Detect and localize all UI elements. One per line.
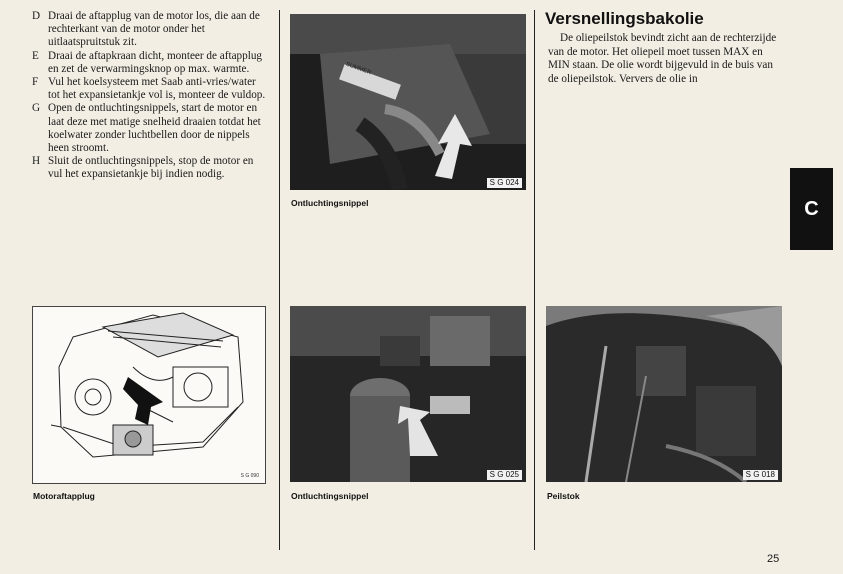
- photo-bleed-nipple-1: [290, 14, 526, 190]
- photo3-caption: Peilstok: [547, 491, 580, 501]
- engine-drawing: [32, 306, 266, 484]
- step-e: [32, 50, 270, 76]
- photo2-caption: Ontluchtingsnippel: [291, 491, 369, 501]
- step-text: Open de ontluchtingsnippels, start de motor en laat deze met matige snelheid draaien totdat het koelwater zonder luchtbellen door de nippels heen stroomt.: [48, 102, 261, 155]
- drawing-caption: Motoraftapplug: [33, 491, 95, 501]
- step-text: Sluit de ontluchtingsnippels, stop de motor en vul het expansietankje bij indien nodig.: [48, 155, 254, 181]
- photo1-caption: Ontluchtingsnippel: [291, 198, 369, 208]
- step-f: [32, 76, 270, 102]
- instruction-list: [32, 10, 270, 182]
- figure-code: S G 090: [240, 473, 259, 479]
- step-letter: E: [32, 49, 39, 62]
- figure-code: S G 018: [743, 470, 778, 480]
- engine-illustration: [33, 307, 265, 483]
- summer-label: SUMMER: [344, 61, 372, 77]
- step-g: [32, 102, 270, 155]
- step-text: Vul het koelsysteem met Saab anti-vries/water tot het expansietankje vol is, monteer de vuldop.: [48, 76, 266, 102]
- column-divider: [534, 10, 535, 550]
- step-h: [32, 155, 270, 181]
- figure-code: S G 024: [487, 178, 522, 188]
- photo-dipstick: [546, 306, 782, 482]
- figure-code: S G 025: [487, 470, 522, 480]
- step-letter: G: [32, 102, 41, 115]
- step-letter: D: [32, 10, 41, 22]
- arrow-icon: [123, 377, 163, 425]
- chapter-tab: C: [790, 168, 833, 250]
- photo-bleed-nipple-2: [290, 306, 526, 482]
- step-letter: F: [32, 76, 39, 89]
- step-d: [32, 10, 270, 50]
- step-text: Draai de aftapkraan dicht, monteer de aftapplug en zet de verwarmingsknop op max. warmte.: [48, 49, 263, 75]
- page-number: 25: [767, 553, 780, 565]
- section-heading: Versnellingsbakolie: [545, 9, 704, 28]
- step-letter: H: [32, 155, 41, 168]
- section-paragraph: De oliepeilstok bevindt zicht aan de rechterzijde van de motor. Het oliepeil moet tussen MAX en MIN staan. De olie wordt bijgevuld in de buis van de oliepeilstok. Ververs de olie in: [548, 32, 777, 85]
- step-text: Draai de aftapplug van de motor los, die aan de rechterkant van de motor onder het uitlaatspruitstuk zit.: [48, 10, 260, 49]
- column-divider: [279, 10, 280, 550]
